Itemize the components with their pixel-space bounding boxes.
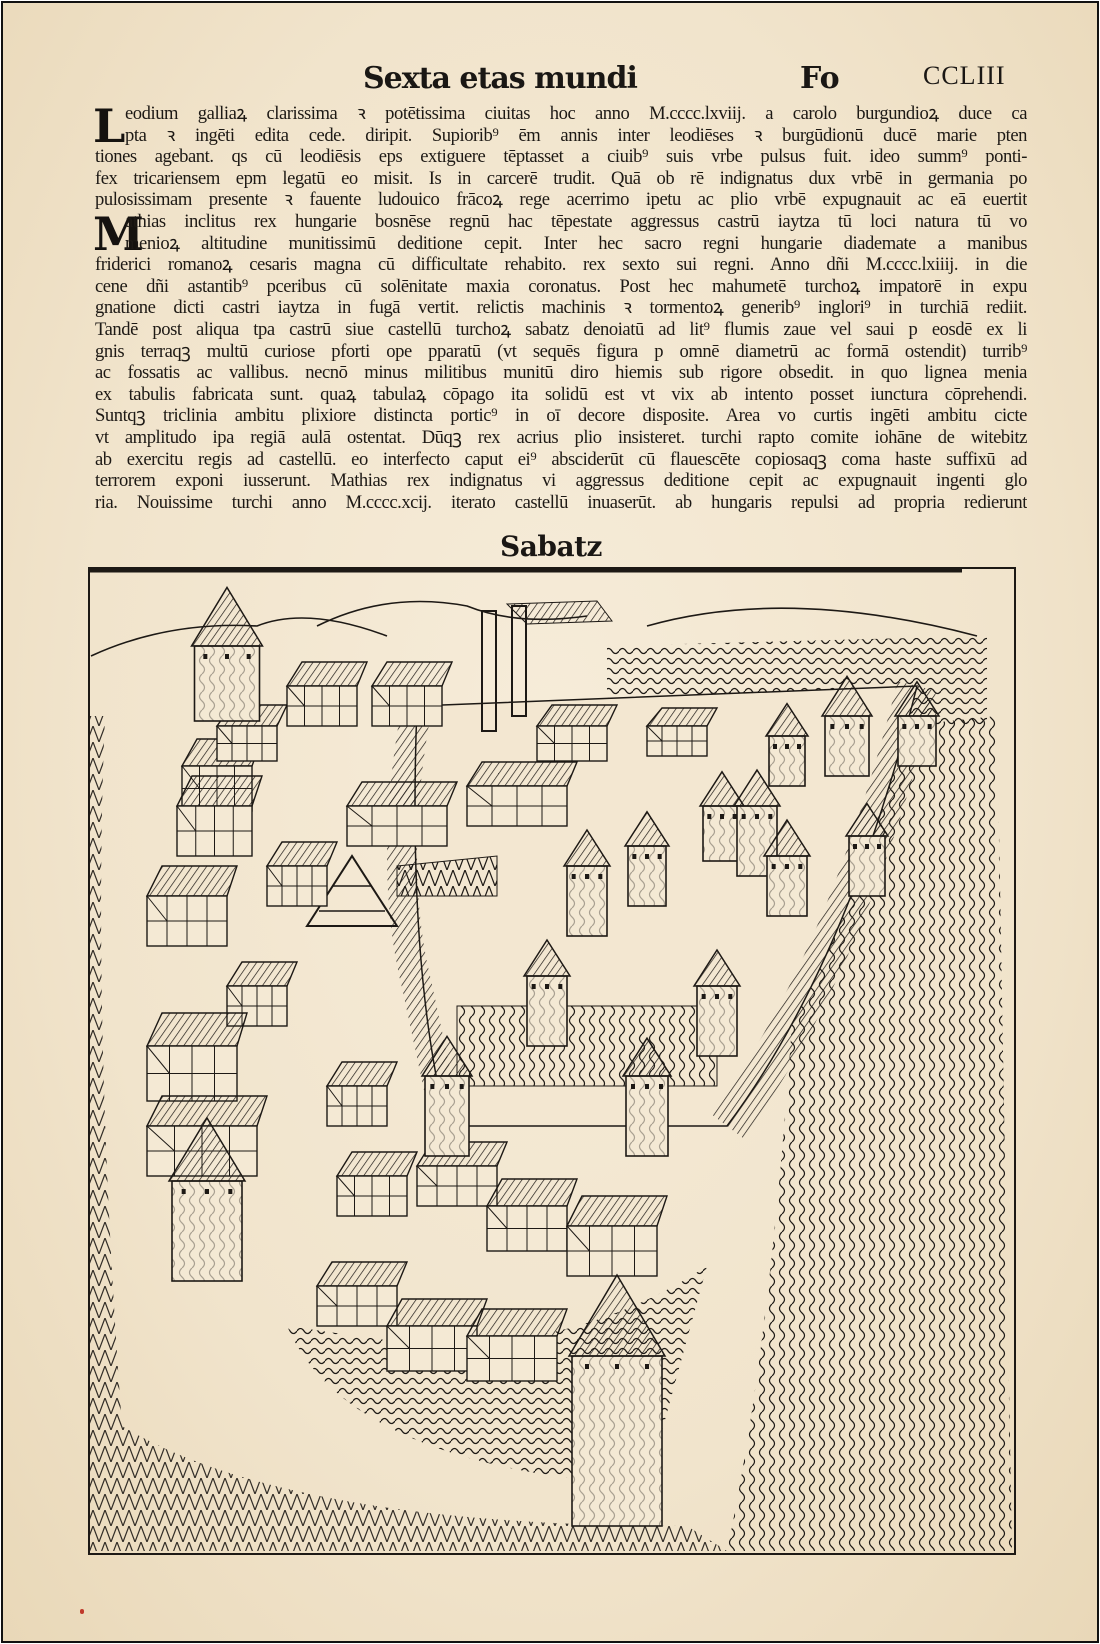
text-line: eodium galliaꝝ clarissima ꝛ potētissima ciuitas hoc anno M.cccc.lxviij. a carolo burgundioꝝ duce ca [125,103,1027,124]
house [372,662,452,726]
house [567,1196,667,1276]
text-line: terrorem exponi iusserunt. Mathias rex indignatus vi aggressus deditione cepit ac expugnauit ingenti glo [95,470,1027,492]
house [267,842,337,906]
text-line: ria. Nouissime turchi anno M.cccc.xcij. iterato castellū inuaserūt. ab hungaris repulsi ad propria redierunt [95,491,1027,513]
text-line: ac fossatis ac vallibus. necnō minus militibus munitū diro hiemis sub rigore obsedit. in quo lignea menia [95,362,1027,384]
house [177,776,262,856]
text-line: fex tricariensem epm legatū eo misit. Is in carcerē trudit. Quā ob rē indignatus dux vrbē in germania po [95,167,1027,189]
red-ink-mark [80,1609,84,1614]
woodcut-illustration [87,566,1017,1556]
text-line: pulosissimam presente ꝛ fauente ludouico frācoꝝ rege acerrimo ipetu ac plio vrbē expugnauit ac eā euertit [95,189,1027,211]
text-line: ab exercitu regis ad castellū. eo interfecto caput ei⁹ absciderūt cū flauescēte copiosaqꝫ coma haste suffixū ad [95,448,1027,470]
house [467,762,577,826]
house [347,782,457,846]
text-line: friderici romanoꝝ cesaris magna cū difficultate rehabito. rex sexto sui regni. Anno dñi M.cccc.lxiiij. in die [95,254,1027,276]
house [327,1062,397,1126]
running-title: Sexta etas mundi [363,61,637,96]
house [147,1013,247,1101]
house [287,662,367,726]
drop-cap-l: L [93,99,126,153]
text-line: ex tabulis fabricata sunt. quaꝝ tabulaꝝ cōpago ita solidū est vt vix ab intento posset iunctura cōprehendi. [95,383,1027,405]
folio-label: Fo [800,61,840,96]
text-line: tiones agebant. qs cū leodiēsis eps extiguere tēptasset a ciuib⁹ suis vrbe pulsus fuit. ideo summ⁹ ponti- [95,146,1027,168]
text-line: gnis terraqꝫ multū curiose pforti ope pparatū (vt sequēs figura p omnē diametrū ac formā ostendit) turrib⁹ [95,340,1027,362]
house [487,1179,577,1251]
illustration-caption: Sabatz [500,530,602,563]
house [147,866,237,946]
text-line: Suntqꝫ triclinia ambitu plixiore distincta portic⁹ in oī decore disposite. Area vo curtis ingēti ambitu cicte [95,405,1027,427]
text-line: cene dñi astantib⁹ pceribus cū solēnitate maxia coronatus. Post hec mahumetē turchoꝝ impatorē in expu [95,275,1027,297]
house [537,705,617,761]
body-text [93,99,1027,513]
text-line: menioꝝ altitudine munitissimū deditione cepit. Inter hec sacro regni hungarie diademate a manibus [125,232,1027,254]
house [467,1309,567,1381]
text-line: pta ꝛ ingēti edita cede. diripit. Supiorib⁹ ēm annis inter leodiēses ꝛ burgūdionū ducē marie pten [125,124,1027,146]
text-line: Tandē post aliqua tpa castrū siue castellū turchoꝝ sabatz denoiatū ad lit⁹ flumis zaue vel saui p eosdē ex li [95,318,1027,340]
text-line: vt amplitudo ipa regiā aulā ostentat. Dūqꝫ rex acrius plio insisteret. turchi rapto comite iohāne de witebitz [95,426,1027,448]
book-page [3,3,1097,1641]
drop-cap-m: M [93,207,144,261]
tower [192,588,263,722]
text-line: gnatione dicti castri iaytza in fugā vertit. relictis machinis ꝛ tormentoꝝ generib⁹ inglori⁹ in turchiā rediit. [95,297,1027,319]
house [647,708,717,756]
folio-number: CCLIII [923,61,1006,90]
text-line: athias inclitus rex hungarie bosnēse regnū hac tēpestate aggressus castrū iaytza tū loci natura tū vo [125,210,1027,232]
castle-curtain-wall [457,1006,717,1086]
house [337,1152,417,1216]
